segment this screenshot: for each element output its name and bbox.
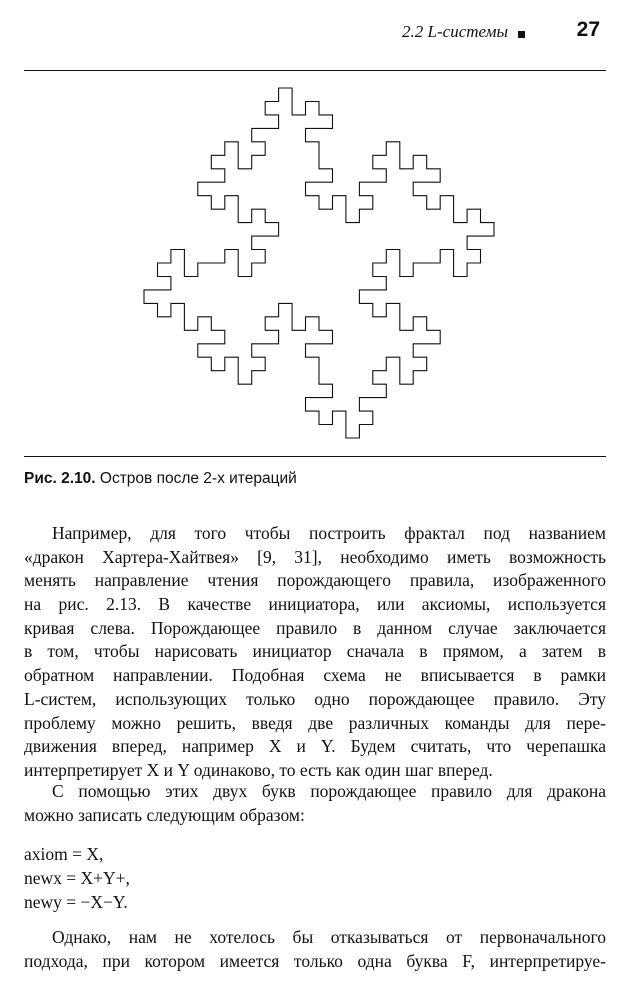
section-title: 2.2 L-системы <box>402 22 508 41</box>
text-line: на рис. 2.13. В качестве инициатора, или аксиомы, используется <box>24 594 606 615</box>
header-rule <box>24 70 606 71</box>
rule-axiom: axiom = X, <box>24 844 104 864</box>
lsystem-rules <box>24 842 130 914</box>
text-line: подхода, при котором имеется только одна буква F, интерпретируе- <box>24 950 606 971</box>
text-line: Однако, нам не хотелось бы отказываться от первоначального <box>52 927 606 947</box>
rule-newx: newx = X+Y+, <box>24 868 130 888</box>
text-line: L-систем, использующих только одно порождающее правило. Эту <box>24 688 606 709</box>
rule-newy: newy = −X−Y. <box>24 892 128 912</box>
figure-caption <box>24 470 297 488</box>
text-line: можно записать следующим образом: <box>24 804 305 825</box>
text-line: Например, для того чтобы построить фрактал под названием <box>52 523 606 543</box>
figure-rule <box>24 456 606 457</box>
text-line: обратном направлении. Подобная схема не вписывается в рамки <box>24 665 606 686</box>
paragraph-rule-intro <box>24 780 606 827</box>
text-line: С помощью этих двух букв порождающее правило для дракона <box>52 781 606 801</box>
text-line: менять направление чтения порождающего правила, изображенного <box>24 570 606 591</box>
text-line: проблему можно решить, введя две различных команды для пере- <box>24 712 606 733</box>
quadratic-koch-island-drawing <box>24 80 606 450</box>
figure-fractal-island <box>24 80 606 450</box>
page-number: 27 <box>576 18 600 41</box>
text-line: кривая слева. Порождающее правило в данном случае заключается <box>24 617 606 638</box>
text-line: «дракон Хартера-Хайтвея» [9, 31], необходимо иметь возможность <box>24 546 606 567</box>
text-line: интерпретирует X и Y одинаково, то есть как один шаг вперед. <box>24 759 493 780</box>
caption-text: Остров после 2-х итераций <box>99 470 297 487</box>
caption-label: Рис. 2.10. <box>24 470 96 487</box>
header-bullet <box>518 31 525 38</box>
running-header <box>0 18 600 48</box>
text-line: движения вперед, например X и Y. Будем считать, что черепашка <box>24 736 606 757</box>
fractal-curve <box>144 88 494 438</box>
paragraph-continuation <box>24 926 606 973</box>
paragraph-dragon <box>24 522 606 783</box>
text-line: в том, чтобы нарисовать инициатор сначала в прямом, а затем в <box>24 641 606 662</box>
